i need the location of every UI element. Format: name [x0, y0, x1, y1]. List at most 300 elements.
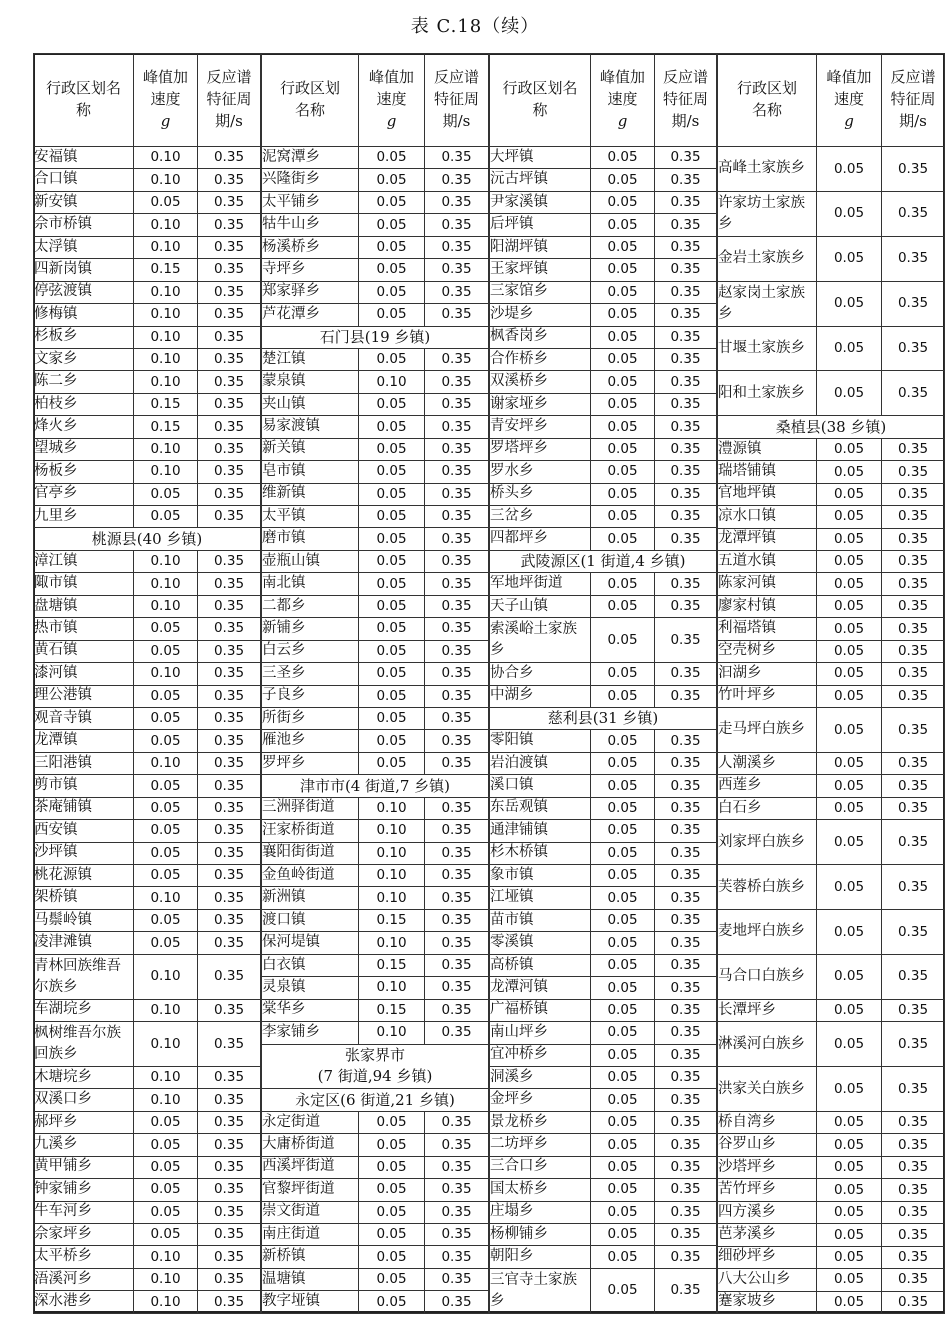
district-name: 架桥镇: [34, 887, 134, 909]
pga-value: 0.05: [817, 438, 882, 460]
table-row: [262, 1291, 489, 1313]
district-name: 汩湖乡: [718, 663, 817, 685]
table-row: [718, 910, 945, 955]
district-name: 三洲驿街道: [262, 797, 359, 819]
district-name: 三官寺土家族乡: [490, 1268, 591, 1313]
district-name: 夹山镇: [262, 393, 359, 415]
table-row: [718, 236, 945, 281]
pga-value: 0.05: [817, 865, 882, 910]
pga-value: 0.10: [134, 281, 198, 303]
pga-value: 0.05: [817, 371, 882, 416]
period-value: 0.35: [198, 932, 261, 954]
period-value: 0.35: [425, 887, 489, 909]
pga-value: 0.05: [591, 1066, 655, 1088]
district-name: 南北镇: [262, 573, 359, 595]
period-value: 0.35: [655, 932, 717, 954]
period-value: 0.35: [425, 438, 489, 460]
district-name: 西莲乡: [718, 775, 817, 797]
pga-value: 0.05: [817, 1224, 882, 1246]
district-name: 白衣镇: [262, 954, 359, 976]
period-value: 0.35: [425, 528, 489, 550]
table-row: [262, 865, 489, 887]
district-name: 太平铺乡: [262, 191, 359, 213]
table-row: [262, 393, 489, 415]
period-value: 0.35: [198, 842, 261, 864]
pga-value: 0.05: [359, 573, 425, 595]
pga-value: 0.10: [359, 977, 425, 999]
district-name: 崇文街道: [262, 1201, 359, 1223]
header-name: 行政区划名称: [34, 54, 134, 147]
table-column-4: [717, 53, 945, 1314]
period-value: 0.35: [425, 797, 489, 819]
table-row: [490, 820, 717, 842]
table-row: [490, 1224, 717, 1246]
period-value: 0.35: [198, 259, 261, 281]
table-row: [34, 730, 261, 752]
pga-value: 0.05: [134, 775, 198, 797]
district-name: 芙蓉桥白族乡: [718, 865, 817, 910]
table-row: [490, 1156, 717, 1178]
pga-value: 0.05: [591, 461, 655, 483]
pga-value: 0.10: [359, 1022, 425, 1044]
pga-value: 0.05: [817, 1269, 882, 1291]
pga-value: 0.05: [591, 752, 655, 774]
table-row: [490, 191, 717, 213]
period-value: 0.35: [655, 259, 717, 281]
header-name: 行政区划名称: [490, 54, 591, 147]
table-row: [34, 236, 261, 258]
table-row: [34, 1089, 261, 1111]
district-name: 停弦渡镇: [34, 281, 134, 303]
period-value: 0.35: [425, 1111, 489, 1133]
table-row: [262, 438, 489, 460]
district-name: 利福塔镇: [718, 618, 817, 640]
district-name: 皂市镇: [262, 461, 359, 483]
district-name: 九溪乡: [34, 1134, 134, 1156]
period-value: 0.35: [198, 483, 261, 505]
district-name: 桥头乡: [490, 483, 591, 505]
table-row: [262, 820, 489, 842]
pga-value: 0.05: [817, 236, 882, 281]
pga-value: 0.10: [134, 236, 198, 258]
pga-value: 0.05: [134, 506, 198, 528]
table-row: [262, 506, 489, 528]
table-row: [34, 214, 261, 236]
pga-value: 0.10: [134, 371, 198, 393]
table-row: [718, 1201, 945, 1223]
district-name: 三圣乡: [262, 663, 359, 685]
district-name: 南山坪乡: [490, 1022, 591, 1044]
pga-value: 0.05: [134, 1179, 198, 1201]
district-name: 温塘镇: [262, 1268, 359, 1290]
pga-value: 0.05: [817, 752, 882, 774]
pga-value: 0.10: [134, 1246, 198, 1268]
table-row: [34, 954, 261, 999]
table-row: [718, 1269, 945, 1291]
table-row: [34, 820, 261, 842]
period-value: 0.35: [425, 909, 489, 931]
table-row: [34, 685, 261, 707]
period-value: 0.35: [655, 461, 717, 483]
header-period: 反应谱特征周期/s: [882, 54, 945, 147]
period-value: 0.35: [655, 214, 717, 236]
pga-value: 0.05: [817, 1112, 882, 1134]
period-value: 0.35: [198, 618, 261, 640]
district-name: 索溪峪土家族乡: [490, 618, 591, 663]
district-name: 牛车河乡: [34, 1201, 134, 1223]
table-row: [490, 281, 717, 303]
pga-value: 0.10: [359, 865, 425, 887]
district-name: 枫香岗乡: [490, 326, 591, 348]
table-row: [490, 954, 717, 976]
district-name: 马鬃岭镇: [34, 909, 134, 931]
table-row: [34, 393, 261, 415]
pga-value: 0.05: [591, 909, 655, 931]
pga-value: 0.05: [817, 528, 882, 550]
period-value: 0.35: [198, 1268, 261, 1290]
pga-value: 0.10: [359, 820, 425, 842]
district-name: 朝阳乡: [490, 1246, 591, 1268]
table-row: [34, 461, 261, 483]
period-value: 0.35: [198, 1224, 261, 1246]
period-value: 0.35: [882, 1269, 945, 1291]
district-name: 襄阳街街道: [262, 842, 359, 864]
table-row: [262, 1246, 489, 1268]
table-row: [34, 887, 261, 909]
district-name: 楚江镇: [262, 348, 359, 370]
pga-value: 0.05: [134, 909, 198, 931]
group-row: [262, 1044, 489, 1089]
pga-value: 0.05: [591, 1022, 655, 1044]
district-name: 茶庵铺镇: [34, 797, 134, 819]
period-value: 0.35: [882, 820, 945, 865]
table-row: [718, 326, 945, 371]
district-name: 浯溪河乡: [34, 1268, 134, 1290]
table-row: [262, 573, 489, 595]
district-name: 庄塌乡: [490, 1201, 591, 1223]
pga-value: 0.05: [591, 977, 655, 999]
table-row: [490, 730, 717, 752]
header-row: [262, 54, 489, 147]
pga-value: 0.05: [591, 730, 655, 752]
table-row: [34, 595, 261, 617]
table-row: [34, 1224, 261, 1246]
table-row: [34, 842, 261, 864]
period-value: 0.35: [425, 618, 489, 640]
pga-value: 0.05: [817, 595, 882, 617]
pga-value: 0.10: [134, 1268, 198, 1290]
period-value: 0.35: [425, 1291, 489, 1313]
table-row: [34, 550, 261, 572]
pga-value: 0.05: [134, 1224, 198, 1246]
table-row: [34, 438, 261, 460]
group-heading: 石门县(19 乡镇): [262, 326, 489, 348]
period-value: 0.35: [655, 1089, 717, 1111]
period-value: 0.35: [425, 506, 489, 528]
period-value: 0.35: [425, 932, 489, 954]
table-row: [490, 1201, 717, 1223]
district-name: 太浮镇: [34, 236, 134, 258]
pga-value: 0.05: [591, 1044, 655, 1066]
district-name: 淋溪河白族乡: [718, 1022, 817, 1067]
table-row: [34, 1156, 261, 1178]
period-value: 0.35: [655, 1201, 717, 1223]
pga-value: 0.05: [591, 326, 655, 348]
period-value: 0.35: [425, 1179, 489, 1201]
period-value: 0.35: [425, 685, 489, 707]
header-name: 行政区划名称: [262, 54, 359, 147]
pga-value: 0.05: [591, 685, 655, 707]
period-value: 0.35: [882, 595, 945, 617]
pga-value: 0.05: [134, 1134, 198, 1156]
table-column-3: [489, 53, 717, 1314]
pga-value: 0.05: [591, 932, 655, 954]
period-value: 0.35: [882, 1291, 945, 1313]
district-name: 洪家关白族乡: [718, 1067, 817, 1112]
district-name: 郑家驿乡: [262, 281, 359, 303]
district-name: 修梅镇: [34, 304, 134, 326]
pga-value: 0.05: [817, 147, 882, 192]
table-row: [718, 1134, 945, 1156]
table-row: [34, 1291, 261, 1313]
pga-value: 0.05: [359, 1179, 425, 1201]
pga-value: 0.05: [359, 730, 425, 752]
district-name: 雁池乡: [262, 730, 359, 752]
district-name: 大庸桥街道: [262, 1134, 359, 1156]
table-row: [490, 348, 717, 370]
district-name: 二都乡: [262, 595, 359, 617]
table-row: [262, 977, 489, 999]
table-row: [718, 573, 945, 595]
period-value: 0.35: [198, 820, 261, 842]
table-row: [490, 932, 717, 954]
period-value: 0.35: [198, 752, 261, 774]
header-period: 反应谱特征周期/s: [655, 54, 717, 147]
table-row: [718, 1291, 945, 1313]
period-value: 0.35: [425, 865, 489, 887]
table-row: [490, 1268, 717, 1313]
district-name: 教字垭镇: [262, 1291, 359, 1313]
pga-value: 0.05: [134, 842, 198, 864]
period-value: 0.35: [425, 573, 489, 595]
pga-value: 0.05: [591, 999, 655, 1021]
period-value: 0.35: [655, 169, 717, 191]
pga-value: 0.05: [591, 1111, 655, 1133]
period-value: 0.35: [655, 1179, 717, 1201]
district-name: 谢家垭乡: [490, 393, 591, 415]
pga-value: 0.05: [134, 640, 198, 662]
table-row: [718, 483, 945, 505]
pga-value: 0.10: [134, 550, 198, 572]
table-row: [34, 663, 261, 685]
table-row: [34, 932, 261, 954]
period-value: 0.35: [425, 393, 489, 415]
period-value: 0.35: [425, 999, 489, 1021]
district-name: 郝坪乡: [34, 1111, 134, 1133]
pga-value: 0.05: [591, 595, 655, 617]
table-row: [262, 1268, 489, 1290]
period-value: 0.35: [655, 506, 717, 528]
period-value: 0.35: [655, 483, 717, 505]
pga-value: 0.05: [591, 663, 655, 685]
pga-value: 0.05: [817, 326, 882, 371]
table-row: [718, 954, 945, 999]
period-value: 0.35: [655, 595, 717, 617]
pga-value: 0.05: [359, 348, 425, 370]
table-row: [490, 528, 717, 550]
district-name: 瑞塔铺镇: [718, 461, 817, 483]
district-name: 象市镇: [490, 865, 591, 887]
table-row: [262, 707, 489, 729]
period-value: 0.35: [655, 348, 717, 370]
district-name: 金坪乡: [490, 1089, 591, 1111]
district-name: 苗市镇: [490, 909, 591, 931]
district-name: 太平桥乡: [34, 1246, 134, 1268]
pga-value: 0.05: [359, 1111, 425, 1133]
pga-value: 0.10: [134, 348, 198, 370]
table-row: [34, 1066, 261, 1088]
table-row: [34, 169, 261, 191]
district-name: 合口镇: [34, 169, 134, 191]
pga-value: 0.05: [591, 775, 655, 797]
table-row: [262, 191, 489, 213]
period-value: 0.35: [198, 191, 261, 213]
period-value: 0.35: [882, 910, 945, 955]
pga-value: 0.05: [817, 1291, 882, 1313]
district-name: 走马坪白族乡: [718, 708, 817, 753]
pga-value: 0.05: [359, 281, 425, 303]
period-value: 0.35: [882, 483, 945, 505]
period-value: 0.35: [198, 348, 261, 370]
district-name: 苦竹坪乡: [718, 1179, 817, 1201]
pga-value: 0.05: [359, 461, 425, 483]
pga-value: 0.05: [591, 954, 655, 976]
header-name: 行政区划名称: [718, 54, 817, 147]
table-row: [718, 708, 945, 753]
table-row: [262, 618, 489, 640]
pga-value: 0.10: [134, 663, 198, 685]
district-name: 沙堤乡: [490, 304, 591, 326]
district-name: 官地坪镇: [718, 483, 817, 505]
period-value: 0.35: [198, 506, 261, 528]
table-row: [34, 191, 261, 213]
period-value: 0.35: [882, 640, 945, 662]
pga-value: 0.10: [359, 887, 425, 909]
pga-value: 0.05: [359, 214, 425, 236]
table-row: [718, 1156, 945, 1178]
period-value: 0.35: [882, 461, 945, 483]
period-value: 0.35: [425, 1156, 489, 1178]
pga-value: 0.05: [591, 797, 655, 819]
table-row: [490, 147, 717, 169]
header-period: 反应谱特征周期/s: [425, 54, 489, 147]
district-name: 东岳观镇: [490, 797, 591, 819]
table-row: [718, 1224, 945, 1246]
seismic-table: [33, 53, 943, 1311]
district-name: 军地坪街道: [490, 573, 591, 595]
period-value: 0.35: [882, 1246, 945, 1268]
period-value: 0.35: [882, 281, 945, 326]
pga-value: 0.05: [134, 1156, 198, 1178]
district-name: 桥自湾乡: [718, 1112, 817, 1134]
period-value: 0.35: [882, 191, 945, 236]
pga-value: 0.10: [134, 147, 198, 169]
pga-value: 0.05: [359, 707, 425, 729]
period-value: 0.35: [882, 618, 945, 640]
district-name: 西安镇: [34, 820, 134, 842]
period-value: 0.35: [655, 752, 717, 774]
table-row: [718, 461, 945, 483]
pga-value: 0.05: [134, 1111, 198, 1133]
pga-value: 0.05: [817, 618, 882, 640]
district-name: 木塘垸乡: [34, 1066, 134, 1088]
table-row: [490, 259, 717, 281]
period-value: 0.35: [655, 281, 717, 303]
district-name: 官黎坪街道: [262, 1179, 359, 1201]
table-row: [490, 618, 717, 663]
period-value: 0.35: [198, 438, 261, 460]
pga-value: 0.05: [359, 304, 425, 326]
district-name: 金岩土家族乡: [718, 236, 817, 281]
pga-value: 0.15: [134, 416, 198, 438]
pga-value: 0.05: [591, 281, 655, 303]
period-value: 0.35: [425, 1134, 489, 1156]
pga-value: 0.10: [134, 954, 198, 999]
district-name: 五道水镇: [718, 550, 817, 572]
table-row: [262, 236, 489, 258]
period-value: 0.35: [882, 685, 945, 707]
district-name: 桃花源镇: [34, 865, 134, 887]
pga-value: 0.05: [817, 954, 882, 999]
pga-value: 0.10: [134, 595, 198, 617]
pga-value: 0.05: [591, 1089, 655, 1111]
table-row: [262, 483, 489, 505]
period-value: 0.35: [882, 528, 945, 550]
pga-value: 0.05: [359, 438, 425, 460]
group-row: [34, 528, 261, 550]
pga-value: 0.05: [817, 483, 882, 505]
period-value: 0.35: [882, 1179, 945, 1201]
pga-value: 0.05: [359, 169, 425, 191]
district-name: 陈二乡: [34, 371, 134, 393]
period-value: 0.35: [655, 438, 717, 460]
table-row: [718, 685, 945, 707]
pga-value: 0.05: [359, 236, 425, 258]
table-row: [490, 461, 717, 483]
pga-value: 0.05: [591, 438, 655, 460]
group-row: [262, 775, 489, 797]
period-value: 0.35: [655, 1066, 717, 1088]
district-name: 金鱼岭街道: [262, 865, 359, 887]
table-row: [262, 685, 489, 707]
period-value: 0.35: [882, 1112, 945, 1134]
pga-value: 0.05: [591, 1224, 655, 1246]
district-name: 阳和土家族乡: [718, 371, 817, 416]
period-value: 0.35: [425, 1246, 489, 1268]
pga-value: 0.15: [359, 999, 425, 1021]
period-value: 0.35: [655, 909, 717, 931]
pga-value: 0.05: [591, 416, 655, 438]
district-name: 溪口镇: [490, 775, 591, 797]
pga-value: 0.05: [817, 1201, 882, 1223]
table-row: [34, 371, 261, 393]
district-name: 漳江镇: [34, 550, 134, 572]
group-heading: 张家界市 (7 街道,94 乡镇): [262, 1044, 489, 1089]
group-heading: 津市市(4 街道,7 乡镇): [262, 775, 489, 797]
table-row: [490, 483, 717, 505]
table-row: [262, 640, 489, 662]
period-value: 0.35: [882, 1022, 945, 1067]
